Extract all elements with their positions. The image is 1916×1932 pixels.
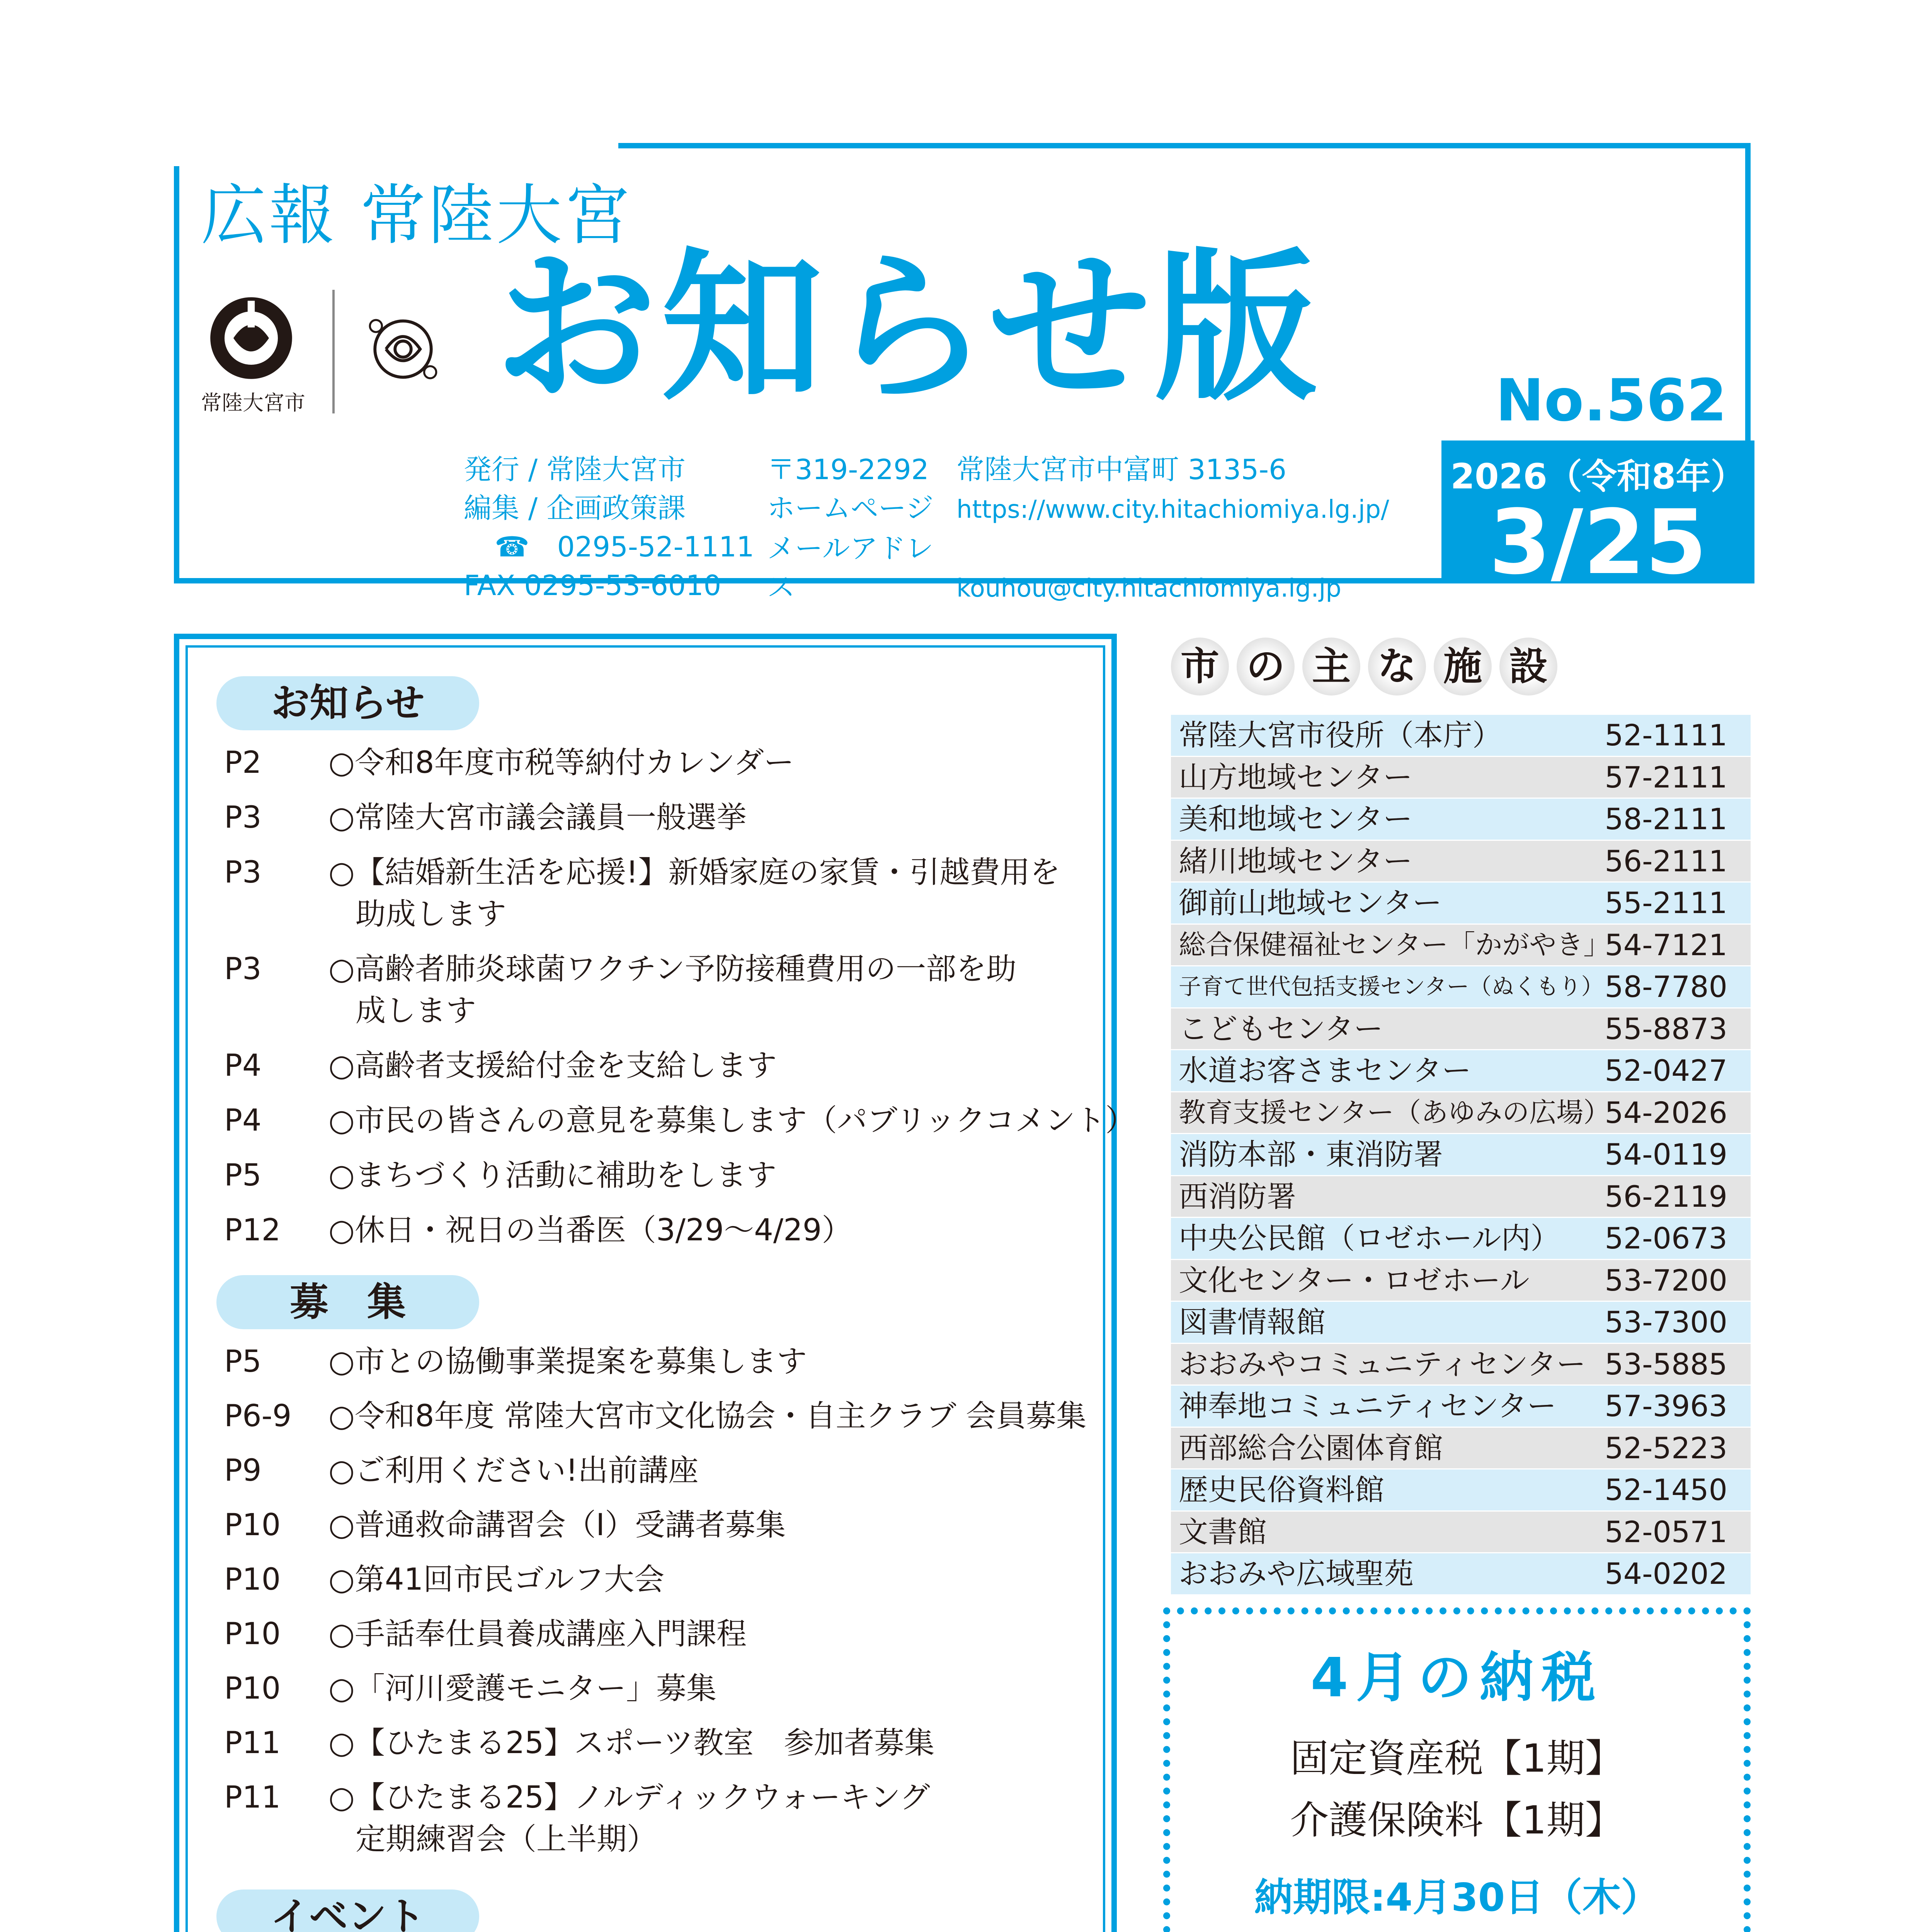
facility-phone: 52-0571 — [1605, 1514, 1727, 1549]
contents-page: P6-9 — [224, 1399, 292, 1434]
contents-title: ○市との協働事業提案を募集します — [328, 1344, 807, 1379]
facility-name: 西消防署 — [1179, 1179, 1296, 1214]
homepage-label: ホームページ — [767, 492, 934, 524]
facilities-heading-char: な — [1368, 638, 1426, 696]
facility-row — [1171, 1386, 1751, 1428]
facility-row — [1171, 1092, 1751, 1134]
facility-name: 消防本部・東消防署 — [1179, 1137, 1443, 1172]
facilities-table — [1171, 715, 1751, 1595]
facility-name: 山方地域センター — [1179, 760, 1412, 794]
facilities-heading-char: 施 — [1434, 638, 1492, 696]
contents-title: ○第41回市民ゴルフ大会 — [328, 1562, 665, 1597]
address: 常陸大宮市中富町 3135-6 — [956, 453, 1286, 486]
facility-row — [1171, 1344, 1751, 1386]
section-heading-notices: お知らせ — [216, 676, 479, 730]
facility-row — [1171, 1302, 1751, 1344]
contents-page: P3 — [224, 855, 262, 890]
contents-title: ○高齢者肺炎球菌ワクチン予防接種費用の一部を助 — [328, 952, 1017, 986]
contents-page: P10 — [224, 1508, 281, 1543]
tax-item-property: 固定資産税【1期】 — [1290, 1736, 1624, 1781]
facility-name: 教育支援センター（あゆみの広場） — [1179, 1096, 1611, 1128]
homepage-link[interactable]: https://www.city.hitachiomiya.lg.jp/ — [956, 495, 1389, 524]
tax-title: 4月の納税 — [1310, 1646, 1603, 1709]
contents-page: P10 — [224, 1671, 281, 1706]
issue-year: 2026（令和8年） — [1450, 456, 1746, 497]
facility-phone: 54-2026 — [1605, 1095, 1727, 1130]
tax-item-care-insurance: 介護保険料【1期】 — [1290, 1798, 1624, 1843]
contents-title-cont: 定期練習会（上半期） — [356, 1822, 657, 1857]
facilities-heading-char: の — [1237, 638, 1295, 696]
email-link[interactable]: kouhou@city.hitachiomiya.lg.jp — [956, 574, 1341, 603]
facility-row — [1171, 883, 1751, 925]
facility-row — [1171, 799, 1751, 841]
facility-name: 文化センター・ロゼホール — [1179, 1263, 1530, 1298]
facility-row — [1171, 841, 1751, 883]
facility-row — [1171, 1134, 1751, 1176]
contents-page: P9 — [224, 1453, 262, 1488]
facility-phone: 54-7121 — [1605, 927, 1727, 962]
section-heading-recruit: 募 集 — [216, 1275, 479, 1329]
facility-phone: 52-5223 — [1605, 1430, 1727, 1465]
contents-title: ○休日・祝日の当番医（3/29〜4/29） — [328, 1213, 852, 1248]
facility-row — [1171, 925, 1751, 967]
contents-page: P10 — [224, 1562, 281, 1597]
facility-name: おおみやコミュニティセンター — [1179, 1347, 1586, 1381]
section-heading-events: イベント — [216, 1889, 479, 1932]
facility-row — [1171, 715, 1751, 757]
city-emblem-icon — [207, 294, 296, 383]
facility-name: 歴史民俗資料館 — [1179, 1473, 1384, 1507]
contents-title: ○常陸大宮市議会議員一般選挙 — [328, 800, 747, 835]
editor: 編集 / 企画政策課 — [464, 492, 686, 524]
facilities-heading-char: 主 — [1302, 638, 1360, 696]
facility-phone: 57-3963 — [1605, 1389, 1727, 1423]
facility-phone: 55-8873 — [1605, 1011, 1727, 1046]
facility-name: 中央公民館（ロゼホール内） — [1179, 1221, 1560, 1255]
contents-title: ○まちづくり活動に補助をします — [328, 1158, 777, 1193]
facility-name: 御前山地域センター — [1179, 886, 1442, 920]
contents-title: ○【結婚新生活を応援!】新婚家庭の家賃・引越費用を — [328, 855, 1060, 890]
phone-number: ☎ 0295-52-1111 — [495, 531, 754, 563]
page-title: お知らせ版 — [495, 234, 1321, 423]
contents-title-cont: 助成します — [356, 897, 507, 932]
facility-phone: 56-2119 — [1605, 1179, 1727, 1214]
facility-name: 総合保健福祉センター「かがやき」 — [1179, 929, 1611, 961]
contents-page: P5 — [224, 1344, 262, 1379]
facility-phone: 52-0427 — [1605, 1053, 1727, 1088]
facility-phone: 53-5885 — [1605, 1347, 1727, 1381]
facility-row — [1171, 1428, 1751, 1470]
facility-phone: 53-7300 — [1605, 1305, 1727, 1339]
contents-title: ○手話奉仕員養成講座入門課程 — [328, 1617, 747, 1651]
facility-row — [1171, 757, 1751, 799]
logo-divider — [332, 290, 335, 413]
facility-phone: 58-7780 — [1605, 969, 1727, 1004]
facility-name: おおみや広域聖苑 — [1179, 1556, 1414, 1591]
publisher-info — [464, 450, 754, 605]
issue-date: 3/25 — [1489, 491, 1707, 594]
contents-title: ○令和8年度市税等納付カレンダー — [328, 745, 794, 780]
facility-name: こどもセンター — [1179, 1011, 1383, 1046]
city-emblem-label: 常陸大宮市 — [201, 391, 305, 415]
facility-phone: 52-0673 — [1605, 1221, 1727, 1255]
contact-info — [767, 450, 1389, 608]
facilities-heading-char: 設 — [1499, 638, 1557, 696]
facility-phone: 55-2111 — [1605, 886, 1727, 920]
facility-name: 緒川地域センター — [1179, 844, 1412, 878]
issue-date-box — [1441, 440, 1754, 594]
publisher: 発行 / 常陸大宮市 — [464, 453, 686, 486]
facility-name: 文書館 — [1179, 1514, 1267, 1549]
facility-name: 常陸大宮市役所（本庁） — [1179, 718, 1502, 752]
contents-page: P11 — [224, 1780, 281, 1815]
facility-row — [1171, 1512, 1751, 1554]
facility-phone: 56-2111 — [1605, 844, 1727, 878]
facility-name: 美和地域センター — [1179, 802, 1412, 836]
contents-title-cont: 成します — [356, 993, 476, 1028]
facility-phone: 52-1111 — [1605, 718, 1727, 752]
contents-page: P4 — [224, 1103, 262, 1138]
tax-due-date: 納期限:4月30日（木） — [1254, 1875, 1660, 1920]
facility-name: 水道お客さまセンター — [1179, 1053, 1471, 1088]
facility-name: 西部総合公園体育館 — [1179, 1430, 1443, 1465]
facility-name: 図書情報館 — [1179, 1305, 1326, 1339]
contents-title: ○市民の皆さんの意見を募集します（パブリックコメント） — [328, 1103, 1136, 1138]
facility-row — [1171, 1218, 1751, 1260]
facility-phone: 54-0119 — [1605, 1137, 1727, 1172]
contents-title: ○普通救命講習会（Ⅰ）受講者募集 — [328, 1508, 786, 1543]
contents-title: ○「河川愛護モニター」募集 — [328, 1671, 717, 1706]
facility-row — [1171, 1009, 1751, 1051]
facility-row — [1171, 1050, 1751, 1092]
facility-row — [1171, 1469, 1751, 1512]
contents-page: P4 — [224, 1048, 262, 1083]
facility-name: 子育て世代包括支援センター（ぬくもり） — [1179, 973, 1604, 1000]
facility-phone: 53-7200 — [1605, 1263, 1727, 1298]
fax-number: FAX 0295-53-6010 — [464, 569, 721, 602]
contents-page: P3 — [224, 952, 262, 986]
contents-page: P5 — [224, 1158, 262, 1193]
facility-row — [1171, 1176, 1751, 1218]
contents-page: P10 — [224, 1617, 281, 1651]
contents-title: ○【ひたまる25】スポーツ教室 参加者募集 — [328, 1726, 935, 1760]
facility-row — [1171, 966, 1751, 1009]
facilities-heading — [1171, 638, 1565, 696]
issue-number: No.562 — [1496, 367, 1727, 434]
contents-page: P11 — [224, 1726, 281, 1760]
facility-name: 神奉地コミュニティセンター — [1179, 1389, 1557, 1423]
contents-page: P12 — [224, 1213, 281, 1248]
facility-phone: 58-2111 — [1605, 802, 1727, 836]
contents-title: ○【ひたまる25】ノルディックウォーキング — [328, 1780, 930, 1815]
email-label: メールアドレス — [767, 532, 934, 603]
city-symbol-icon — [348, 294, 448, 410]
facility-phone: 54-0202 — [1605, 1556, 1727, 1591]
facility-row — [1171, 1260, 1751, 1302]
contents-title: ○高齢者支援給付金を支給します — [328, 1048, 777, 1083]
facility-row — [1171, 1553, 1751, 1595]
publication-name: 広報 常陸大宮 — [201, 177, 633, 254]
contents-title: ○ご利用ください!出前講座 — [328, 1453, 699, 1488]
contents-page: P2 — [224, 745, 262, 780]
postal-code: 〒319-2292 — [767, 453, 929, 486]
facilities-heading-char: 市 — [1171, 638, 1229, 696]
facility-phone: 52-1450 — [1605, 1473, 1727, 1507]
facility-phone: 57-2111 — [1605, 760, 1727, 794]
contents-page: P3 — [224, 800, 262, 835]
contents-title: ○令和8年度 常陸大宮市文化協会・自主クラブ 会員募集 — [328, 1399, 1087, 1434]
